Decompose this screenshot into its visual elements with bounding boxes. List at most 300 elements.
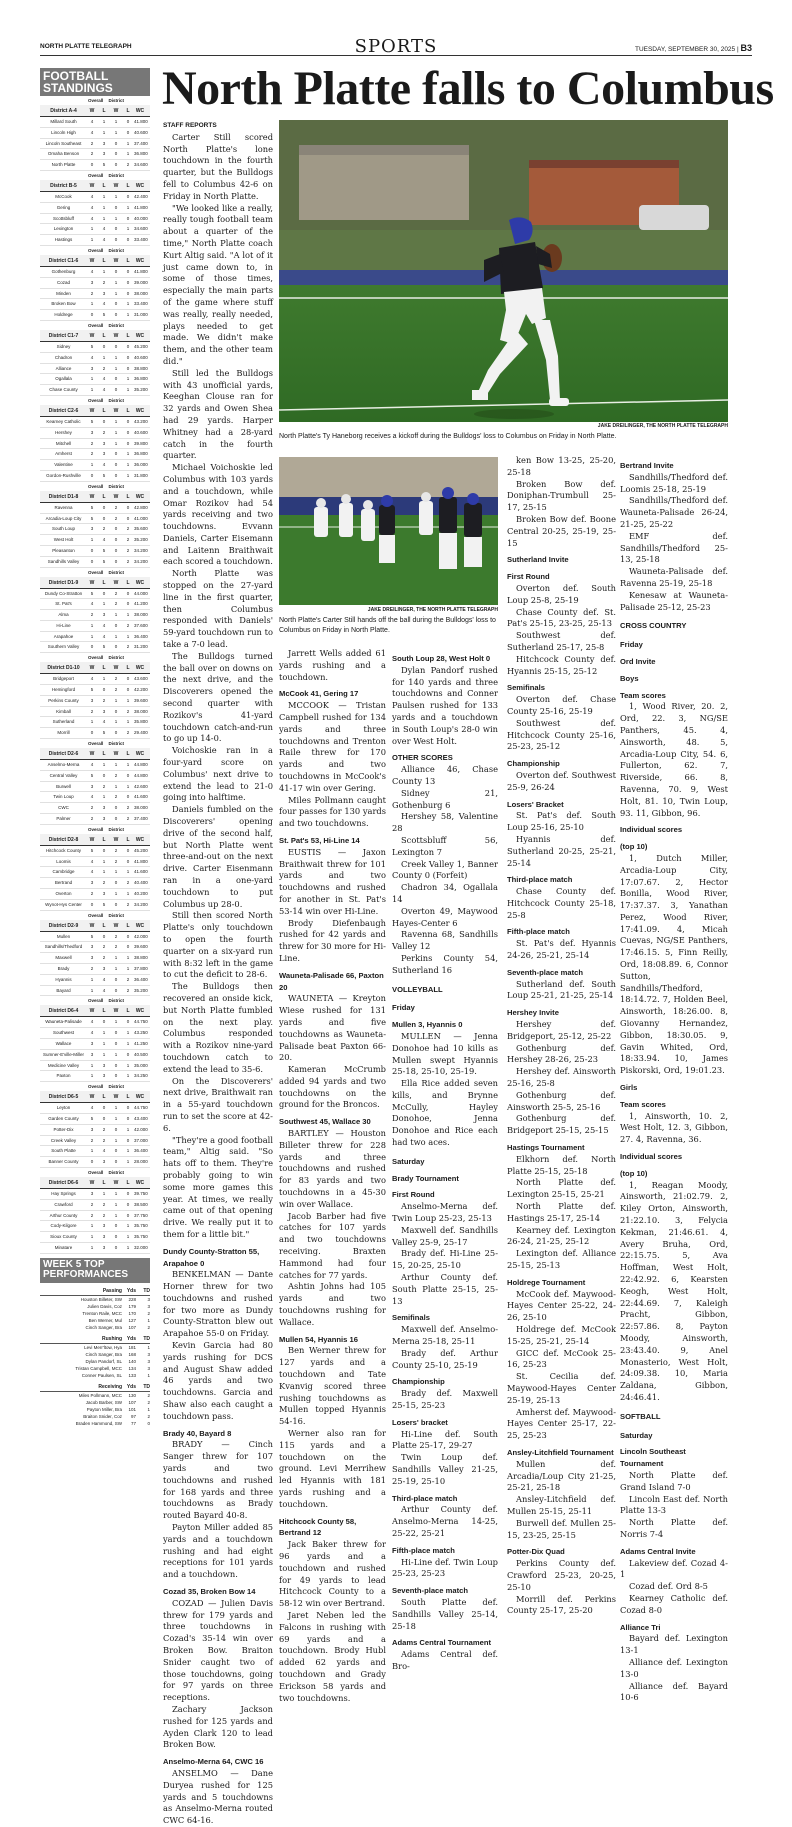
table-cell: 1 bbox=[114, 891, 118, 897]
table-row bbox=[40, 696, 150, 707]
subhead: Holdrege Tournament bbox=[507, 1277, 586, 1287]
subhead: Semifinals bbox=[507, 683, 545, 693]
paragraph: Overton def. Chase County 25-16, 25-19 bbox=[507, 694, 616, 716]
table-cell: Minden bbox=[56, 290, 71, 296]
paragraph: Southwest def. Hitchcock County 25-16, 25-23, 25-12 bbox=[507, 717, 616, 752]
paragraph: St. Pat's def. South Loup 25-16, 25-10 bbox=[507, 810, 616, 833]
table-cell: 2 bbox=[102, 697, 106, 703]
table-cell: 3 bbox=[102, 1073, 106, 1079]
table-cell: Julien Davis, Coz bbox=[87, 1303, 122, 1309]
table-cell: Chadron bbox=[54, 354, 73, 360]
table-row bbox=[40, 964, 150, 975]
table-cell: 4 bbox=[90, 119, 94, 124]
table-cell: 1 bbox=[102, 129, 106, 135]
table-cell: 41.600 bbox=[134, 794, 148, 800]
table-cell: 35.000 bbox=[134, 1062, 148, 1068]
paragraph: Hi-Line def. South Platte 25-17, 29-27 bbox=[392, 1428, 498, 1451]
table-row bbox=[40, 439, 150, 450]
table-cell: 4 bbox=[90, 1019, 94, 1025]
table-cell: 1 bbox=[126, 204, 130, 210]
subhead: Brady Tournament bbox=[392, 1173, 459, 1183]
table-cell: 36.800 bbox=[134, 451, 148, 457]
table-cell: 2 bbox=[114, 944, 118, 950]
table-cell: 1 bbox=[126, 140, 130, 146]
table-cell: 97 bbox=[130, 1413, 136, 1419]
district-name: District B-5 bbox=[50, 182, 77, 189]
subhead: South Loup 28, West Holt 0 bbox=[392, 654, 491, 663]
table-cell: 0 bbox=[114, 162, 118, 168]
table-row bbox=[40, 1392, 150, 1399]
table-cell: 34.200 bbox=[134, 901, 148, 907]
column-header: L bbox=[126, 182, 130, 189]
table-cell: Lincoln Southeast bbox=[45, 140, 82, 146]
table-row bbox=[40, 975, 150, 986]
table-cell: 0 bbox=[126, 1105, 130, 1111]
table-cell: 0 bbox=[126, 290, 130, 296]
table-cell: 0 bbox=[126, 676, 130, 682]
table-cell: 35.600 bbox=[134, 526, 148, 532]
table-cell: 140 bbox=[128, 1358, 136, 1364]
table-cell: Gering bbox=[56, 204, 71, 210]
table-cell: 0 bbox=[114, 140, 118, 146]
table-row bbox=[40, 385, 150, 396]
table-row bbox=[40, 342, 150, 353]
table-row bbox=[40, 1221, 150, 1232]
table-cell: 0 bbox=[90, 162, 94, 168]
table-cell: 0 bbox=[114, 1223, 118, 1229]
table-cell: 40.600 bbox=[134, 129, 148, 135]
table-row bbox=[40, 889, 150, 900]
table-row bbox=[40, 353, 150, 364]
column-header: Yds bbox=[126, 1335, 136, 1342]
table-cell: Sumner-E'ville-Miller bbox=[42, 1051, 85, 1057]
table-cell: 2 bbox=[90, 891, 94, 897]
column-header: L bbox=[102, 579, 106, 586]
paragraph: Hyannis def. Sutherland 20-25, 25-21, 25-14 bbox=[507, 833, 616, 868]
table-cell: Hastings bbox=[54, 237, 73, 243]
column-header: Yds bbox=[126, 1383, 136, 1390]
table-cell: 41.800 bbox=[134, 204, 148, 210]
column-header: TD bbox=[143, 1287, 150, 1294]
article-column-2 bbox=[279, 648, 386, 1703]
table-row bbox=[40, 160, 150, 171]
table-cell: 1 bbox=[114, 1019, 118, 1025]
column-header: WC bbox=[135, 257, 145, 264]
table-cell: 0 bbox=[90, 901, 94, 907]
paragraph: ANSELMO — Dane Duryea rushed for 125 yards and 5 touchdowns as Anselmo-Merna routed CWC 64-16. bbox=[163, 1767, 273, 1826]
table-cell: 1 bbox=[114, 1115, 118, 1121]
table-cell: 181 bbox=[128, 1344, 136, 1350]
table-cell: 0 bbox=[114, 204, 118, 210]
table-cell: 44.800 bbox=[134, 772, 148, 778]
district-header bbox=[40, 180, 150, 192]
table-row bbox=[40, 1103, 150, 1114]
table-cell: 3 bbox=[102, 290, 106, 296]
table-cell: 2 bbox=[126, 526, 130, 532]
table-cell: 34.600 bbox=[134, 162, 148, 168]
table-cell: Millard South bbox=[50, 119, 77, 124]
paragraph: The Bulldogs then recovered an onside kick, but North Platte fumbled on the next play. Columbus responded with a Rozikov nine-yard touchdown catch to extend the lead to 35-6. bbox=[163, 981, 273, 1074]
table-row bbox=[40, 942, 150, 953]
paragraph: Chase County def. St. Pat's 25-15, 23-25, 25-13 bbox=[507, 606, 616, 629]
table-row bbox=[40, 1399, 150, 1406]
paragraph: Michael Voichoskie led Columbus with 103 yards and a touchdown, while Omar Rozikov had 54 yards receiving and two touchdowns. Evvann Daniels, Carter Eisemann and Laitenn Braithwait each scored a touchdown. bbox=[163, 462, 273, 567]
overall-district-label: Overall District bbox=[88, 1084, 125, 1090]
table-row bbox=[40, 621, 150, 632]
paragraph: Jacob Barber had five catches for 107 yards and two touchdowns receiving. Braxten Hammond had four catches for 77 yards. bbox=[279, 1210, 386, 1280]
table-cell: 2 bbox=[114, 794, 118, 800]
article-body bbox=[163, 132, 273, 1827]
table-row bbox=[40, 289, 150, 300]
table-cell: 1 bbox=[102, 193, 106, 199]
table-row bbox=[40, 224, 150, 235]
subhead: First Round bbox=[392, 1190, 435, 1200]
paragraph: Cozad def. Ord 8-5 bbox=[629, 1581, 708, 1592]
table-cell: 1 bbox=[126, 762, 130, 768]
table-cell: 2 bbox=[126, 537, 130, 543]
column-header: L bbox=[102, 108, 106, 114]
paragraph: Kearney Catholic def. Cozad 8-0 bbox=[620, 1592, 728, 1615]
table-cell: 3 bbox=[102, 816, 106, 822]
table-cell: 1 bbox=[114, 290, 118, 296]
table-cell: 1 bbox=[102, 1051, 106, 1057]
subhead: Losers' Bracket bbox=[507, 799, 564, 809]
district-header bbox=[40, 105, 150, 117]
table-row bbox=[40, 986, 150, 997]
district-header bbox=[40, 1177, 150, 1189]
table-cell: 2 bbox=[102, 1137, 106, 1143]
table-cell: 4 bbox=[90, 858, 94, 864]
table-cell: 101 bbox=[128, 1406, 136, 1412]
table-cell: Gothenburg bbox=[51, 268, 76, 274]
paragraph: Brady def. Hi-Line 25-15, 20-25, 25-10 bbox=[392, 1248, 498, 1271]
table-cell: 1 bbox=[90, 226, 94, 232]
paragraph: Still led the Bulldogs with 43 unofficial yards, Keeghan Clouse ran for 32 yards and Owen Shea had 29 yards. Harper Whitney had a 28-yard catch in the fourth quarter. bbox=[163, 367, 273, 461]
table-cell: Miles Pollmann, MCC bbox=[78, 1392, 122, 1398]
subhead: Hitchcock County 58, Bertrand 12 bbox=[279, 1516, 357, 1538]
performance-category: Passing bbox=[102, 1287, 122, 1294]
table-cell: 0 bbox=[126, 343, 130, 349]
table-cell: Levi Merr'ltow, Hya bbox=[84, 1344, 122, 1350]
table-cell: 0 bbox=[126, 418, 130, 424]
table-cell: 3 bbox=[102, 151, 106, 157]
table-cell: 42.000 bbox=[134, 933, 148, 939]
district-name: District C1-6 bbox=[48, 257, 79, 264]
table-cell: 0 bbox=[114, 343, 118, 349]
table-cell: 3 bbox=[102, 440, 106, 446]
column-header: WC bbox=[135, 1094, 145, 1101]
table-cell: 1 bbox=[90, 301, 94, 307]
table-cell: 2 bbox=[90, 1201, 94, 1207]
overall-district-label: Overall District bbox=[88, 655, 125, 661]
table-cell: Medicine Valley bbox=[47, 1062, 80, 1068]
table-cell: 2 bbox=[126, 547, 130, 553]
table-cell: 1 bbox=[114, 354, 118, 360]
paragraph: Creek Valley 1, Banner County 0 (Forfeit) bbox=[392, 858, 498, 881]
table-cell: 5 bbox=[102, 730, 106, 736]
table-cell: Arthur County bbox=[49, 1212, 78, 1218]
table-cell: 37.600 bbox=[134, 622, 148, 628]
table-row bbox=[40, 503, 150, 514]
paragraph: Holdrege def. McCook 15-25, 25-21, 25-14 bbox=[507, 1323, 616, 1346]
paragraph: BRADY — Cinch Sanger threw for 107 yards and two touchdowns and rushed for 168 yards and three touchdowns as Brady routed Bayard 40-8. bbox=[163, 1439, 273, 1521]
column-header: L bbox=[102, 407, 106, 414]
table-cell: 31.000 bbox=[134, 312, 148, 318]
table-cell: 1 bbox=[126, 719, 130, 725]
table-cell: 2 bbox=[114, 933, 118, 939]
table-cell: 38.800 bbox=[134, 955, 148, 961]
table-cell: 1 bbox=[126, 376, 130, 382]
table-cell: 2 bbox=[90, 966, 94, 972]
table-cell: 0 bbox=[126, 365, 130, 371]
table-row bbox=[40, 1136, 150, 1147]
table-cell: 0 bbox=[126, 1051, 130, 1057]
paragraph: Broken Bow def. Doniphan-Trumbull 25-17, 25-15 bbox=[507, 478, 616, 513]
column-header: L bbox=[126, 332, 130, 339]
table-cell: 1 bbox=[147, 1406, 150, 1412]
district-name: District A-4 bbox=[50, 108, 77, 114]
table-cell: Maxwell bbox=[55, 955, 72, 961]
subhead: Championship bbox=[507, 759, 560, 769]
table-cell: 2 bbox=[114, 504, 118, 510]
table-row bbox=[40, 299, 150, 310]
table-cell: Cody-Kilgore bbox=[50, 1223, 77, 1229]
performance-category: Rushing bbox=[102, 1335, 122, 1342]
table-cell: 1 bbox=[147, 1317, 150, 1323]
table-cell: 2 bbox=[147, 1324, 150, 1330]
table-cell: 0 bbox=[90, 644, 94, 650]
table-row bbox=[40, 932, 150, 943]
table-cell: 1 bbox=[90, 376, 94, 382]
table-row bbox=[40, 557, 150, 568]
table-cell: 2 bbox=[114, 601, 118, 607]
table-row bbox=[40, 1200, 150, 1211]
table-cell: 2 bbox=[114, 515, 118, 521]
table-cell: 1 bbox=[90, 462, 94, 468]
table-cell: 0 bbox=[126, 590, 130, 596]
table-cell: 1 bbox=[114, 966, 118, 972]
paragraph: WAUNETA — Kreyton Wiese rushed for 131 yards and five touchdowns as Wauneta-Palisade beat Paxton 66-20. bbox=[279, 993, 386, 1063]
table-cell: 1 bbox=[126, 697, 130, 703]
column-header: L bbox=[102, 257, 106, 264]
table-row bbox=[40, 1310, 150, 1317]
table-cell: 3 bbox=[90, 1041, 94, 1046]
column-header: L bbox=[126, 922, 130, 929]
article-column-5 bbox=[620, 455, 728, 1703]
table-cell: 5 bbox=[90, 504, 94, 510]
paragraph: Ravenna 68, Sandhills Valley 12 bbox=[392, 929, 498, 952]
table-cell: 1 bbox=[126, 612, 130, 618]
table-row bbox=[40, 471, 150, 482]
table-row bbox=[40, 1324, 150, 1331]
table-row bbox=[40, 1232, 150, 1243]
table-cell: 0 bbox=[114, 1159, 118, 1165]
paragraph: Overton 49, Maywood Hayes-Center 6 bbox=[392, 905, 498, 928]
table-cell: 1 bbox=[126, 1073, 130, 1079]
paragraph: Alliance def. Lexington 13-0 bbox=[620, 1656, 728, 1679]
table-cell: 1 bbox=[114, 193, 118, 199]
table-cell: 0 bbox=[126, 847, 130, 853]
paragraph: Alliance def. Bayard 10-6 bbox=[620, 1680, 728, 1703]
table-row bbox=[40, 310, 150, 321]
table-row bbox=[40, 267, 150, 278]
table-cell: 39.800 bbox=[134, 440, 148, 446]
table-cell: 5 bbox=[90, 418, 94, 424]
table-row bbox=[40, 1317, 150, 1324]
table-cell: Jacob Barber, SW bbox=[85, 1399, 122, 1405]
column-header: WC bbox=[135, 108, 145, 114]
paragraph: Lincoln East def. North Platte 13-3 bbox=[620, 1493, 728, 1516]
table-cell: 4 bbox=[90, 204, 94, 210]
subhead: Mullen 54, Hyannis 16 bbox=[279, 1334, 358, 1344]
subhead: OTHER SCORES bbox=[392, 753, 453, 763]
subhead: Wauneta-Palisade 66, Paxton 20 bbox=[279, 970, 384, 992]
table-cell: Hemingford bbox=[51, 687, 76, 693]
column-header: W bbox=[89, 1008, 95, 1015]
table-cell: 44.750 bbox=[134, 1019, 148, 1025]
paragraph: The Bulldogs turned the ball over on downs on the next drive, and the Discoverers opened the second quarter with Rozikov's 41-yard touchdown catch-and-run to go up 14-0. bbox=[163, 650, 273, 744]
table-cell: Houston Billeter, SW bbox=[80, 1296, 122, 1302]
table-cell: 3 bbox=[90, 1051, 94, 1057]
table-cell: 4 bbox=[90, 268, 94, 274]
table-cell: Potter-Dix bbox=[53, 1126, 74, 1132]
table-row bbox=[40, 1303, 150, 1310]
table-cell: 40.000 bbox=[134, 215, 148, 221]
table-cell: 1 bbox=[126, 869, 130, 875]
table-row bbox=[40, 728, 150, 739]
table-cell: 0 bbox=[114, 558, 118, 564]
column-header: W bbox=[113, 1094, 119, 1101]
table-cell: 1 bbox=[114, 1105, 118, 1111]
paragraph: Lakeview def. Cozad 4-1 bbox=[620, 1557, 728, 1580]
table-cell: 0 bbox=[90, 547, 94, 553]
table-row bbox=[40, 1071, 150, 1082]
table-cell: 0 bbox=[114, 312, 118, 318]
paragraph: BARTLEY — Houston Billeter threw for 228 yards and three touchdowns and rushed for 83 yards and two touchdowns in a 45-30 win over Wallace. bbox=[279, 1128, 386, 1209]
table-row bbox=[40, 1114, 150, 1125]
table-cell: 0 bbox=[126, 794, 130, 800]
district-header bbox=[40, 1005, 150, 1017]
table-cell: 4 bbox=[90, 1105, 94, 1111]
table-row bbox=[40, 1413, 150, 1420]
district-header bbox=[40, 491, 150, 503]
table-cell: 0 bbox=[102, 1019, 106, 1025]
table-cell: 42.400 bbox=[134, 193, 148, 199]
table-cell: 0 bbox=[114, 730, 118, 736]
table-cell: 2 bbox=[126, 622, 130, 628]
table-cell: 0 bbox=[126, 601, 130, 607]
column-header: WC bbox=[135, 407, 145, 414]
paragraph: MULLEN — Jenna Donohoe had 10 kills as Mullen swept Hyannis 25-18, 25-10, 25-19. bbox=[392, 1030, 498, 1077]
table-cell: 1 bbox=[114, 783, 118, 789]
table-cell: 3 bbox=[90, 783, 94, 789]
district-header bbox=[40, 920, 150, 932]
table-cell: 2 bbox=[90, 1212, 94, 1218]
column-header: L bbox=[126, 108, 130, 114]
table-cell: 0 bbox=[102, 418, 106, 424]
table-cell: 1 bbox=[126, 633, 130, 639]
table-row bbox=[40, 1146, 150, 1157]
table-row bbox=[40, 192, 150, 203]
performances-title-line1: WEEK 5 TOP bbox=[43, 1258, 105, 1270]
table-cell: 2 bbox=[90, 290, 94, 296]
table-cell: 5 bbox=[102, 547, 106, 553]
paragraph: Kameran McCrumb added 94 yards and two touchdowns on the ground for the Broncos. bbox=[279, 1064, 386, 1110]
table-cell: 1 bbox=[102, 794, 106, 800]
table-cell: 4 bbox=[90, 869, 94, 875]
table-row bbox=[40, 149, 150, 160]
table-cell: 44.800 bbox=[134, 762, 148, 768]
table-cell: 0 bbox=[114, 622, 118, 628]
table-row bbox=[40, 632, 150, 643]
table-cell: South Loup bbox=[51, 526, 76, 532]
paragraph: Ben Werner threw for 127 yards and a touchdown and Tate Kvanvig scored three rushing touchdowns as Mullen topped Hyannis 54-16. bbox=[279, 1345, 386, 1427]
table-cell: 2 bbox=[126, 987, 130, 993]
table-cell: 3 bbox=[90, 697, 94, 703]
table-cell: 107 bbox=[128, 1399, 136, 1405]
table-row bbox=[40, 1189, 150, 1200]
column-header: WC bbox=[135, 332, 145, 339]
column-header: W bbox=[89, 751, 95, 758]
table-cell: 35.750 bbox=[134, 1234, 148, 1240]
table-cell: 0 bbox=[114, 816, 118, 822]
paragraph: Overton def. South Loup 25-8, 25-19 bbox=[507, 582, 616, 605]
subhead: Individual scores bbox=[620, 1152, 683, 1162]
table-cell: 36.400 bbox=[134, 1148, 148, 1154]
table-cell: 1 bbox=[102, 858, 106, 864]
district-name: District D6-5 bbox=[48, 1094, 79, 1101]
table-cell: 0 bbox=[126, 129, 130, 135]
subhead: Fifth-place match bbox=[507, 927, 570, 937]
subhead: Ord Invite bbox=[620, 656, 656, 666]
district-name: District C1-7 bbox=[48, 332, 79, 339]
table-cell: 2 bbox=[126, 901, 130, 907]
table-cell: 0 bbox=[114, 1030, 118, 1036]
table-cell: Leyton bbox=[56, 1105, 71, 1111]
column-header: W bbox=[113, 751, 119, 758]
table-row bbox=[40, 1125, 150, 1136]
table-cell: 0 bbox=[114, 547, 118, 553]
table-cell: 4 bbox=[102, 633, 106, 639]
subhead: Seventh-place match bbox=[507, 967, 583, 977]
paragraph: Hi-Line def. Twin Loup 25-23, 25-23 bbox=[392, 1556, 498, 1579]
table-cell: Mitchell bbox=[55, 440, 72, 446]
table-cell: 1 bbox=[126, 1159, 130, 1165]
table-cell: 5 bbox=[90, 772, 94, 778]
table-cell: 37.750 bbox=[134, 1212, 148, 1218]
column-header: W bbox=[89, 1179, 95, 1186]
table-row bbox=[40, 642, 150, 653]
table-cell: West Holt bbox=[53, 537, 74, 543]
paragraph: On the Discoverers' next drive, Braithwait ran in a 55-yard touchdown run to set the score at 42-6. bbox=[163, 1075, 273, 1133]
table-cell: Perkins County bbox=[48, 697, 79, 703]
table-cell: Mullen bbox=[56, 933, 71, 939]
table-cell: Holdrege bbox=[54, 312, 73, 318]
table-cell: Braiton Snider, Coz bbox=[83, 1413, 122, 1419]
table-cell: Sutherland bbox=[52, 719, 75, 725]
table-row bbox=[40, 953, 150, 964]
paragraph: Chase County def. Hitchcock County 25-18, 25-8 bbox=[507, 886, 616, 920]
column-header: WC bbox=[135, 493, 145, 500]
table-row bbox=[40, 782, 150, 793]
table-cell: 3 bbox=[90, 279, 94, 285]
table-row bbox=[40, 1296, 150, 1303]
table-cell: 2 bbox=[126, 730, 130, 736]
paragraph: Ella Rice added seven kills, and Brynne McCully, Hayley Donohoe, Jenna Donohoe and Rice each had two aces. bbox=[392, 1078, 498, 1148]
table-cell: 3 bbox=[90, 365, 94, 371]
paragraph: South Platte def. Sandhills Valley 25-14, 25-18 bbox=[392, 1596, 498, 1631]
table-row bbox=[40, 524, 150, 535]
